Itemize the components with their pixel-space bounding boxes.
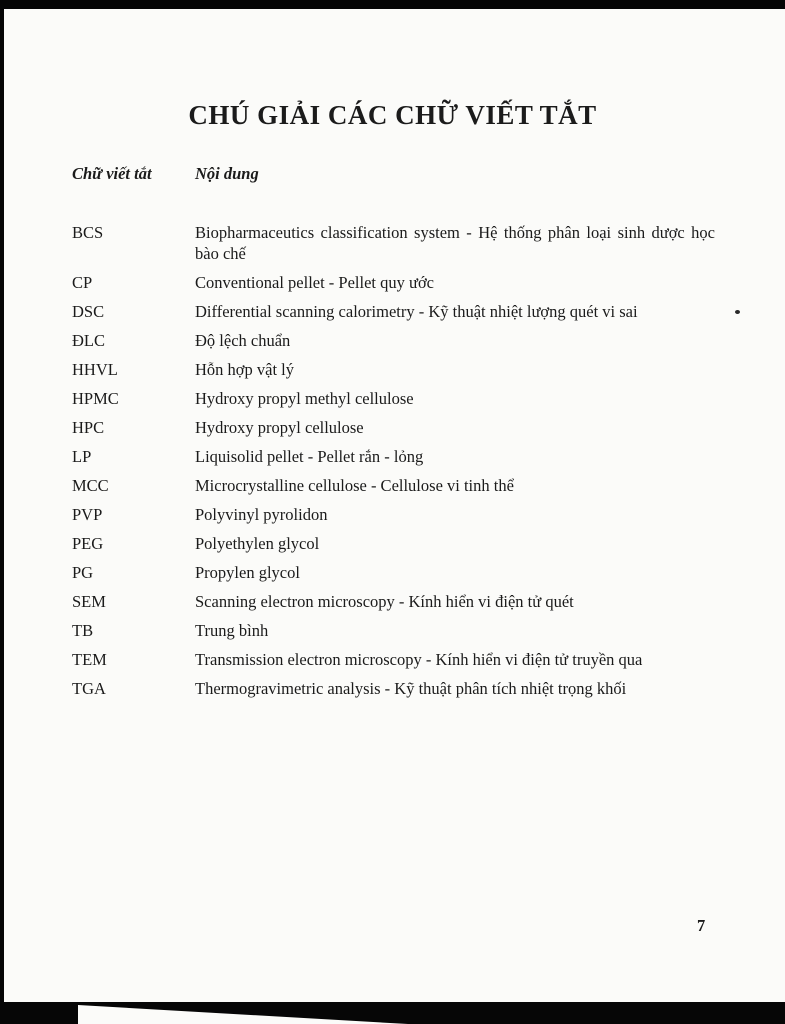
glossary-row bbox=[72, 359, 717, 380]
page-number: 7 bbox=[697, 916, 706, 935]
abbreviation-definition: Trung bình bbox=[195, 621, 269, 640]
glossary-header bbox=[72, 164, 717, 184]
abbreviation-label: BCS bbox=[72, 223, 104, 242]
abbreviation-label: PVP bbox=[72, 505, 103, 524]
abbreviation-label: MCC bbox=[72, 476, 109, 495]
abbreviation-definition: Conventional pellet - Pellet quy ước bbox=[195, 273, 434, 292]
abbreviation-definition: Liquisolid pellet - Pellet rắn - lỏng bbox=[195, 447, 424, 466]
scan-artifact-top-bar bbox=[0, 0, 785, 9]
abbreviation-label: TB bbox=[72, 621, 94, 640]
abbreviation-label: TEM bbox=[72, 650, 107, 669]
abbreviation-label: TGA bbox=[72, 679, 106, 698]
abbreviation-definition: Transmission electron microscopy - Kính hiển vi điện tử truyền qua bbox=[195, 650, 643, 669]
abbreviation-definition: Microcrystalline cellulose - Cellulose vi tinh thể bbox=[195, 476, 514, 495]
glossary-row bbox=[72, 330, 717, 351]
abbreviation-definition: Polyethylen glycol bbox=[195, 534, 320, 553]
abbreviation-label: HPC bbox=[72, 418, 105, 437]
abbreviation-definition: Thermogravimetric analysis - Kỹ thuật phân tích nhiệt trọng khối bbox=[195, 679, 627, 698]
column-header-abbreviation: Chữ viết tắt bbox=[72, 164, 152, 183]
abbreviation-definition: Differential scanning calorimetry - Kỹ thuật nhiệt lượng quét vi sai bbox=[195, 302, 638, 321]
glossary-row bbox=[72, 562, 717, 583]
abbreviation-definition: Scanning electron microscopy - Kính hiển vi điện tử quét bbox=[195, 592, 574, 611]
abbreviation-definition: Biopharmaceutics classification system - Hệ thống phân loại sinh dược học bào chế bbox=[195, 223, 715, 263]
glossary-row bbox=[72, 388, 717, 409]
abbreviation-label: PEG bbox=[72, 534, 104, 553]
abbreviation-label: LP bbox=[72, 447, 92, 466]
abbreviation-definition: Hydroxy propyl methyl cellulose bbox=[195, 389, 414, 408]
abbreviation-definition: Propylen glycol bbox=[195, 563, 300, 582]
glossary-row bbox=[72, 446, 717, 467]
abbreviation-definition: Hỗn hợp vật lý bbox=[195, 360, 295, 379]
abbreviation-label: CP bbox=[72, 273, 93, 292]
glossary-row bbox=[72, 301, 717, 322]
column-header-content: Nội dung bbox=[195, 164, 259, 183]
abbreviation-label: HPMC bbox=[72, 389, 119, 408]
glossary-row bbox=[72, 649, 717, 670]
abbreviation-label: SEM bbox=[72, 592, 106, 611]
abbreviation-label: ĐLC bbox=[72, 331, 105, 350]
glossary-row bbox=[72, 504, 717, 525]
abbreviation-label: PG bbox=[72, 563, 94, 582]
glossary-row bbox=[72, 533, 717, 554]
glossary-row bbox=[72, 591, 717, 612]
glossary-row bbox=[72, 222, 717, 264]
abbreviations-glossary bbox=[72, 164, 717, 707]
glossary-row bbox=[72, 620, 717, 641]
abbreviation-label: HHVL bbox=[72, 360, 118, 379]
abbreviation-definition: Độ lệch chuẩn bbox=[195, 331, 291, 350]
glossary-row bbox=[72, 272, 717, 293]
scan-artifact-dot bbox=[735, 310, 740, 314]
abbreviation-definition: Hydroxy propyl cellulose bbox=[195, 418, 364, 437]
glossary-rows bbox=[72, 222, 717, 699]
glossary-row bbox=[72, 678, 717, 699]
abbreviation-label: DSC bbox=[72, 302, 105, 321]
glossary-row bbox=[72, 475, 717, 496]
page-title: CHÚ GIẢI CÁC CHỮ VIẾT TẮT bbox=[188, 100, 597, 131]
abbreviation-definition: Polyvinyl pyrolidon bbox=[195, 505, 328, 524]
glossary-row bbox=[72, 417, 717, 438]
scan-artifact-left-line bbox=[0, 0, 4, 1012]
